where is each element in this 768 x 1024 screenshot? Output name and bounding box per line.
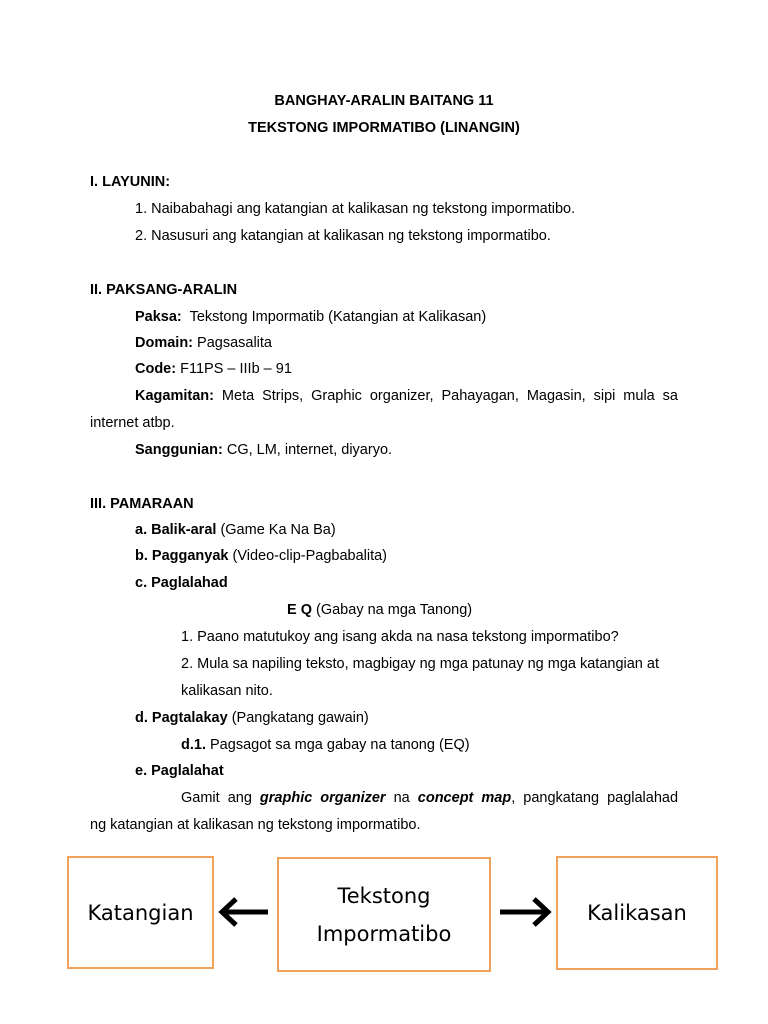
arrow-left-icon	[218, 895, 270, 929]
sanggunian-row	[135, 441, 392, 459]
paksa-row	[135, 308, 486, 326]
eq-row	[287, 601, 472, 619]
concept-box-kalikasan	[556, 856, 718, 970]
paglalahat-concept-map: concept map	[417, 790, 512, 806]
eq-value: (Gabay na mga Tanong)	[316, 602, 473, 618]
pamaraan-b-label: b. Pagganyak	[135, 548, 229, 564]
concept-label-katangian: Katangian	[87, 900, 194, 925]
paksa-value: Tekstong Impormatib (Katangian at Kalikasan)	[189, 309, 487, 325]
paglalahat-text-1: Gamit ang	[181, 790, 252, 806]
pamaraan-c-label: c. Paglalahad	[135, 575, 228, 591]
pamaraan-heading: III. PAMARAAN	[90, 496, 194, 512]
code-value: F11PS – IIIb – 91	[180, 361, 292, 377]
code-label: Code:	[135, 361, 177, 377]
paglalahat-text-5: , pangkatang paglalahad	[511, 790, 679, 806]
pamaraan-a-label: a. Balik-aral	[135, 522, 217, 538]
paksa-label: Paksa:	[135, 309, 182, 325]
concept-label-center-1: Tekstong	[337, 883, 431, 908]
kagamitan-label: Kagamitan:	[135, 388, 214, 404]
domain-value: Pagsasalita	[197, 335, 272, 351]
layunin-item-2: 2. Nasusuri ang katangian at kalikasan ng tekstong impormatibo.	[135, 228, 551, 244]
paglalahat-text-cont: ng katangian at kalikasan ng tekstong impormatibo.	[90, 817, 421, 833]
sanggunian-label: Sanggunian:	[135, 442, 223, 458]
pamaraan-d-value: (Pangkatang gawain)	[231, 710, 369, 726]
kagamitan-value: Meta Strips, Graphic organizer, Pahayagan, Magasin, sipi mula sa	[221, 388, 678, 404]
pamaraan-a-value: (Game Ka Na Ba)	[220, 522, 336, 538]
paglalahat-text-3: na	[393, 790, 410, 806]
kagamitan-value-cont: internet atbp.	[90, 415, 175, 431]
pamaraan-d1-value: Pagsagot sa mga gabay na tanong (EQ)	[210, 737, 470, 753]
domain-label: Domain:	[135, 335, 193, 351]
layunin-heading: I. LAYUNIN:	[90, 174, 171, 190]
concept-label-center-2: Impormatibo	[316, 921, 452, 946]
layunin-item-1: 1. Naibabahagi ang katangian at kalikasan ng tekstong impormatibo.	[135, 201, 576, 217]
pamaraan-d-row	[135, 709, 369, 727]
pamaraan-e-label: e. Paglalahat	[135, 763, 224, 779]
eq-question-1: 1. Paano matutukoy ang isang akda na nasa tekstong impormatibo?	[181, 629, 619, 645]
eq-label: E Q	[287, 602, 312, 618]
sanggunian-value: CG, LM, internet, diyaryo.	[226, 442, 393, 458]
doc-title-1: BANGHAY-ARALIN BAITANG 11	[274, 93, 494, 109]
pamaraan-b-row	[135, 547, 387, 565]
paksang-aralin-heading: II. PAKSANG-ARALIN	[90, 282, 238, 298]
pamaraan-a-row	[135, 521, 336, 539]
eq-question-2-cont: kalikasan nito.	[181, 683, 273, 699]
kagamitan-row	[135, 387, 678, 405]
concept-label-kalikasan: Kalikasan	[587, 901, 687, 925]
arrow-right-icon	[498, 895, 554, 929]
doc-title-2: TEKSTONG IMPORMATIBO (LINANGIN)	[248, 120, 520, 136]
paglalahat-text	[181, 789, 678, 807]
pamaraan-d-label: d. Pagtalakay	[135, 710, 228, 726]
paglalahat-graphic-organizer: graphic organizer	[259, 790, 386, 806]
domain-row	[135, 334, 272, 352]
code-row	[135, 360, 292, 378]
concept-box-katangian	[67, 856, 214, 969]
pamaraan-b-value: (Video-clip-Pagbabalita)	[232, 548, 388, 564]
concept-box-tekstong-impormatibo	[277, 857, 491, 972]
pamaraan-d1-row	[181, 736, 470, 754]
eq-question-2: 2. Mula sa napiling teksto, magbigay ng mga patunay ng mga katangian at	[181, 656, 659, 672]
pamaraan-d1-label: d.1.	[181, 737, 206, 753]
